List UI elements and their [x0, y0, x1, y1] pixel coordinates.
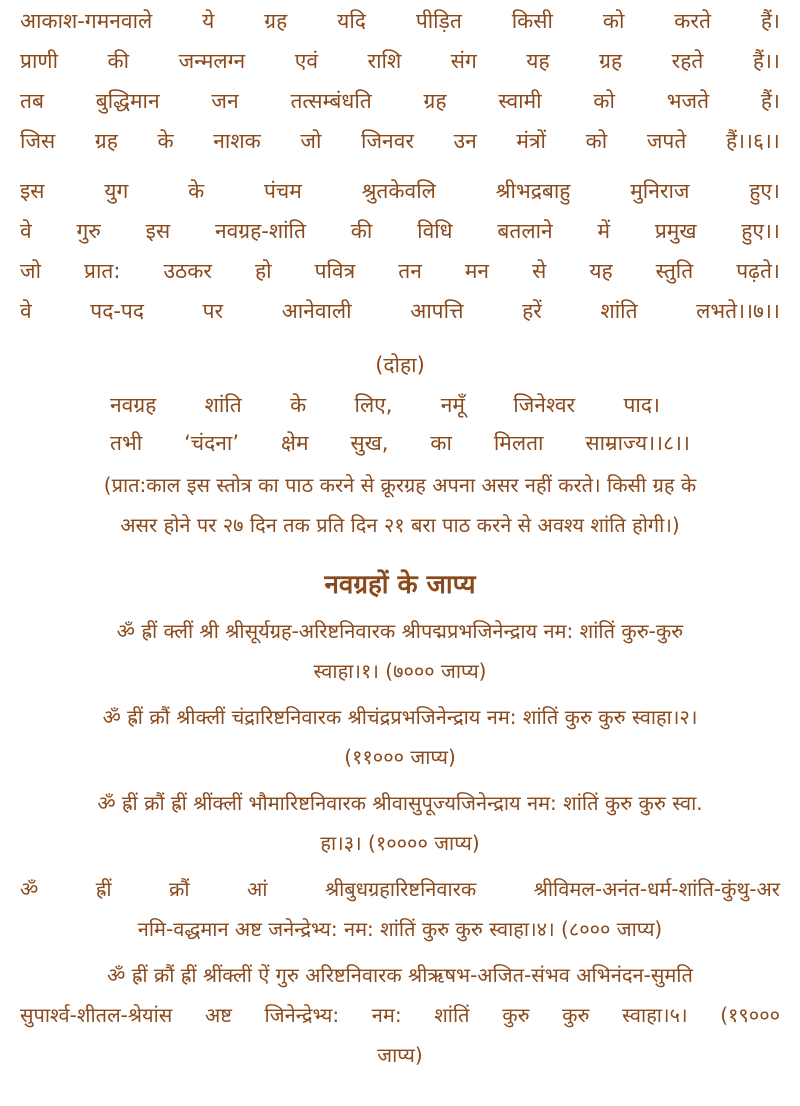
word: संग	[450, 49, 477, 73]
word: स्वाहा।५।	[622, 1003, 688, 1027]
word: के	[157, 129, 174, 153]
word: जपते	[646, 129, 687, 153]
word: जिनेश्वर	[513, 393, 576, 417]
word: हुए।।	[741, 219, 780, 243]
verse-line	[20, 172, 780, 210]
word: पर	[202, 299, 224, 323]
word: पवित्र	[314, 259, 356, 283]
word: आकाश-गमनवाले	[20, 9, 153, 33]
verse-line	[20, 42, 780, 80]
word: गुरु	[76, 219, 101, 243]
verse-line	[20, 212, 780, 250]
word: (१९०००	[720, 1003, 780, 1027]
word: स्तुति	[655, 259, 694, 283]
section-title: नवग्रहों के जाप्य	[324, 570, 476, 600]
verse-line	[20, 122, 780, 160]
word: तन	[398, 259, 422, 283]
word: स्वामी	[498, 89, 542, 113]
word: ‘चंदना’	[184, 431, 239, 455]
word: मन	[464, 259, 490, 283]
word: मंत्रों	[516, 129, 546, 153]
word: यह	[589, 259, 613, 283]
word: ह्रीं	[95, 877, 112, 901]
word: जन्मलग्न	[178, 49, 246, 73]
word: आपत्ति	[410, 299, 464, 323]
word: क्रौं	[169, 877, 190, 901]
word: वे	[20, 299, 32, 323]
mantra-line: नमि-वद्धमान अष्ट जनेन्द्रेभ्य: नम: शांतिं कुरु कुरु स्वाहा।४। (८००० जाप्य)	[137, 917, 663, 941]
mantra-line: ॐ ह्रीं क्रौं श्रीक्लीं चंद्रारिष्टनिवारक श्रीचंद्रप्रभजिनेन्द्राय नम: शांतिं कुरु कुरु स्वाहा।२।	[102, 705, 698, 729]
word: रहते	[671, 49, 704, 73]
word: जो	[20, 259, 42, 283]
verse-line	[20, 252, 780, 290]
word: के	[290, 393, 307, 417]
word: नवग्रह	[110, 393, 157, 417]
word: ग्रह	[264, 9, 288, 33]
word: सुपार्श्व-शीतल-श्रेयांस	[20, 1003, 173, 1027]
word: पढ़ते।	[736, 259, 780, 283]
word: किसी	[511, 9, 553, 33]
word: शांतिं	[434, 1003, 470, 1027]
word: श्रीभद्रबाहु	[495, 179, 571, 203]
mantra-line	[20, 996, 780, 1034]
word: को	[585, 129, 608, 153]
word: वे	[20, 219, 32, 243]
word: हैं।।	[752, 49, 780, 73]
mantra-line: जाप्य)	[377, 1043, 423, 1067]
word: नवग्रह-शांति	[214, 219, 306, 243]
word: साम्राज्य।।८।।	[585, 431, 690, 455]
word: प्रमुख	[654, 219, 697, 243]
word: लिए,	[354, 393, 393, 417]
word: की	[350, 219, 373, 243]
mantra-line: ॐ ह्रीं क्लीं श्री श्रीसूर्यग्रह-अरिष्टनिवारक श्रीपद्मप्रभजिनेन्द्राय नम: शांतिं कुरु-कुरु	[116, 619, 684, 643]
word: आनेवाली	[281, 299, 352, 323]
word: यदि	[337, 9, 366, 33]
word: श्रीविमल-अनंत-धर्म-शांति-कुंथु-अर	[533, 877, 780, 901]
word: बुद्धिमान	[95, 89, 160, 113]
word: शांति	[600, 299, 638, 323]
word: तभी	[110, 431, 143, 455]
word: को	[602, 9, 625, 33]
verse-line	[20, 2, 780, 40]
note-line: (प्रात:काल इस स्तोत्र का पाठ करने से क्रूरग्रह अपना असर नहीं करते। किसी ग्रह के	[103, 473, 697, 497]
word: हैं।	[760, 9, 780, 33]
word: हुए।	[749, 179, 780, 203]
word: कुरु	[502, 1003, 530, 1027]
word: एवं	[294, 49, 319, 73]
word: जन	[211, 89, 239, 113]
word: पंचम	[263, 179, 302, 203]
word: हैं।।६।।	[725, 129, 780, 153]
word: जिनेन्द्रेभ्य:	[264, 1003, 340, 1027]
doha-line	[110, 424, 690, 462]
word: पाद।	[623, 393, 660, 417]
word: शांति	[204, 393, 242, 417]
word: पीड़ित	[415, 9, 462, 33]
word: अष्ट	[204, 1003, 232, 1027]
word: तब	[20, 89, 44, 113]
word: को	[593, 89, 615, 113]
word: करते	[674, 9, 711, 33]
word: आं	[247, 877, 268, 901]
word: नम:	[371, 1003, 402, 1027]
word: सुख,	[350, 431, 389, 455]
word: इस	[20, 179, 45, 203]
word: पद-पद	[90, 299, 145, 323]
word: ग्रह	[423, 89, 447, 113]
word: हैं।	[760, 89, 780, 113]
word: तत्सम्बंधति	[290, 89, 372, 113]
doha-line	[110, 386, 660, 424]
word: के	[188, 179, 205, 203]
word: भजते	[666, 89, 710, 113]
word: कुरु	[562, 1003, 590, 1027]
word: उन	[453, 129, 477, 153]
word: मिलता	[493, 431, 544, 455]
word: का	[430, 431, 452, 455]
word: जिनवर	[361, 129, 414, 153]
word: ये	[202, 9, 215, 33]
word: नाशक	[213, 129, 261, 153]
word: हो	[254, 259, 272, 283]
word: ग्रह	[94, 129, 118, 153]
word: मुनिराज	[630, 179, 690, 203]
word: क्षेम	[280, 431, 309, 455]
word: लभते।।७।।	[696, 299, 780, 323]
word: श्रुतकेवलि	[361, 179, 436, 203]
note-line: असर होने पर २७ दिन तक प्रति दिन २१ बरा पाठ करने से अवश्य शांति होगी।)	[120, 513, 680, 537]
word: राशि	[367, 49, 402, 73]
word: उठकर	[163, 259, 212, 283]
word: ॐ	[20, 877, 39, 901]
verse-line	[20, 82, 780, 120]
word: जो	[300, 129, 322, 153]
word: प्रात:	[84, 259, 121, 283]
mantra-line	[20, 870, 780, 908]
word: नमूँ	[440, 393, 465, 417]
word: ग्रह	[599, 49, 623, 73]
word: बतलाने	[497, 219, 553, 243]
word: इस	[145, 219, 171, 243]
word: युग	[104, 179, 129, 203]
word: से	[532, 259, 547, 283]
mantra-line: ॐ ह्रीं क्रौं ह्रीं श्रींक्लीं ऐं गुरु अरिष्टनिवारक श्रीऋषभ-अजित-संभव अभिनंदन-सुमति	[107, 963, 693, 987]
verse-line	[20, 292, 780, 330]
word: जिस	[20, 129, 56, 153]
word: हरें	[522, 299, 542, 323]
word: प्राणी	[20, 49, 59, 73]
word: की	[107, 49, 130, 73]
mantra-line: हा।३। (१०००० जाप्य)	[320, 831, 480, 855]
mantra-line: (११००० जाप्य)	[344, 745, 456, 769]
word: यह	[526, 49, 550, 73]
doha-label: (दोहा)	[375, 353, 425, 377]
mantra-line: स्वाहा।१। (७००० जाप्य)	[313, 659, 487, 683]
word: विधि	[417, 219, 453, 243]
mantra-line: ॐ ह्रीं क्रौं ह्रीं श्रींक्लीं भौमारिष्टनिवारक श्रीवासुपूज्यजिनेन्द्राय नम: शांतिं कुरु कुरु स्वा.	[97, 791, 703, 815]
word: श्रीबुधग्रहारिष्टनिवारक	[324, 877, 477, 901]
word: में	[597, 219, 611, 243]
